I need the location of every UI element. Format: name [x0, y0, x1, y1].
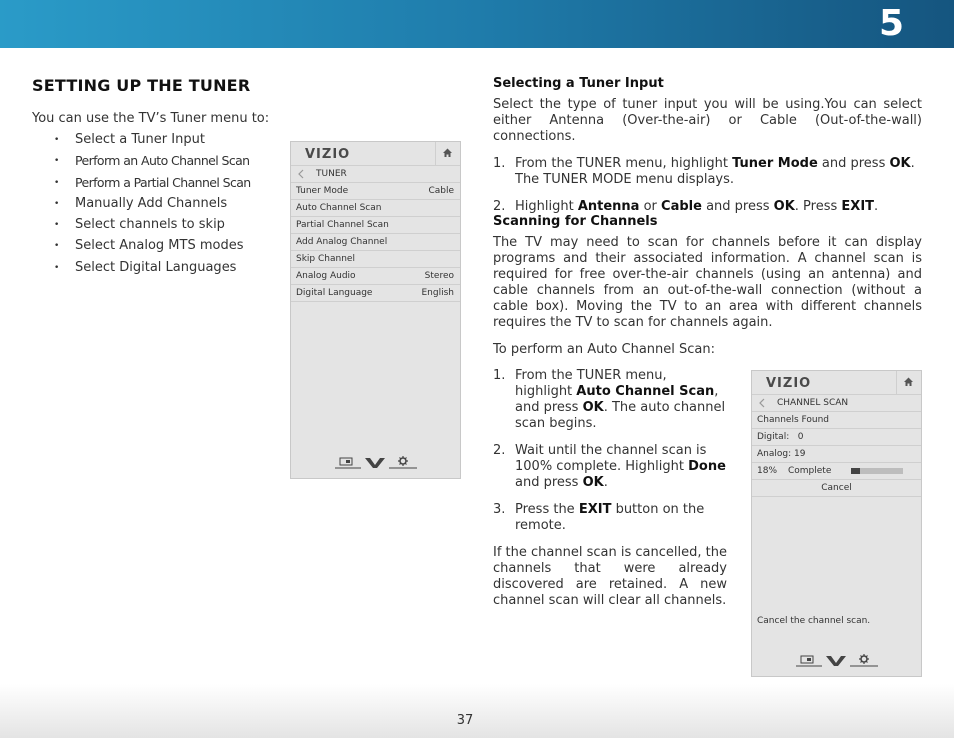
- menu-row-add-analog-channel: Add Analog Channel: [291, 234, 460, 251]
- vizio-v-icon: [364, 455, 386, 469]
- back-arrow-icon: [758, 398, 766, 408]
- list-item: • Perform an Auto Channel Scan: [54, 153, 250, 169]
- step-3-press-exit: 3. Press the EXIT button on the remote.: [493, 502, 705, 533]
- list-item: • Select a Tuner Input: [54, 132, 205, 147]
- menu-bottom-icons: [291, 455, 460, 475]
- progress-bar-fill: [851, 468, 860, 474]
- home-icon: [896, 371, 921, 394]
- feature-list: [54, 130, 251, 279]
- step-1-tuner-mode: 1. From the TUNER menu, highlight Tuner Mode and press OK. The TUNER MODE menu displays.: [493, 156, 915, 187]
- page-footer: [0, 684, 954, 738]
- paragraph-cancel-note: If the channel scan is cancelled, the channels that were already discovered are retained. A new channel scan will clear all channels.: [493, 545, 727, 608]
- back-arrow-icon: [297, 169, 305, 179]
- page-number: 37: [456, 713, 474, 728]
- menu-row-analog-audio: Analog Audio Stereo: [291, 268, 460, 285]
- section-heading: SETTING UP THE TUNER: [32, 76, 251, 95]
- chapter-header-bar: [0, 0, 954, 48]
- gear-icon: [389, 455, 417, 469]
- menu-row-skip-channel: Skip Channel: [291, 251, 460, 268]
- home-icon: [435, 142, 460, 165]
- menu-title: TUNER: [316, 169, 347, 179]
- vizio-logo: VIZIO: [305, 147, 351, 162]
- channel-scan-menu-screenshot: [751, 370, 922, 677]
- wide-icon: [335, 455, 361, 469]
- auto-scan-steps: [493, 368, 727, 609]
- progress-status: Complete: [788, 466, 832, 476]
- paragraph-scanning: The TV may need to scan for channels before it can display programs and their associated information. A channel scan is required for free over-the-air channels (using an antenna) and cable channels from an out-of-the-wall connection (without a cable box). Moving the TV to an area with different channels requires the TV to scan for channels again.: [493, 235, 922, 330]
- step-2-antenna-cable: 2. Highlight Antenna or Cable and press OK. Press EXIT.: [493, 199, 879, 214]
- subheading-selecting-tuner-input: Selecting a Tuner Input: [493, 76, 664, 91]
- menu-bottom-icons: [752, 653, 921, 673]
- chapter-number: 5: [878, 3, 904, 44]
- list-item: • Select Analog MTS modes: [54, 238, 244, 254]
- analog-count-row: Analog: 19: [752, 446, 921, 463]
- progress-percent: 18%: [757, 466, 778, 476]
- menu-top-bar: [291, 142, 460, 166]
- vizio-v-icon: [825, 653, 847, 667]
- subheading-scanning-for-channels: Scanning for Channels: [493, 214, 658, 229]
- menu-row-partial-channel-scan: Partial Channel Scan: [291, 217, 460, 234]
- menu-row-auto-channel-scan: Auto Channel Scan: [291, 200, 460, 217]
- menu-row-digital-language: Digital Language English: [291, 285, 460, 302]
- step-1-auto-channel-scan: 1. From the TUNER menu, highlight Auto Channel Scan, and press OK. The auto channel scan begins.: [493, 368, 726, 431]
- wide-icon: [796, 653, 822, 667]
- section-scanning-for-channels: [493, 214, 922, 358]
- cancel-button: Cancel: [752, 480, 921, 497]
- tuner-menu-screenshot: [290, 141, 461, 479]
- digital-count-row: Digital: 0: [752, 429, 921, 446]
- list-item: • Select channels to skip: [54, 217, 225, 233]
- list-item: • Select Digital Languages: [54, 259, 237, 275]
- intro-text: You can use the TV’s Tuner menu to:: [32, 111, 270, 126]
- list-item: • Perform a Partial Channel Scan: [54, 174, 251, 190]
- progress-bar: [851, 468, 903, 474]
- list-item: • Manually Add Channels: [54, 195, 228, 211]
- paragraph-perform-intro: To perform an Auto Channel Scan:: [493, 342, 715, 357]
- menu-title-row: [752, 395, 921, 412]
- vizio-logo: VIZIO: [766, 376, 812, 391]
- progress-row: [752, 463, 921, 480]
- step-2-wait-complete: 2. Wait until the channel scan is 100% complete. Highlight Done and press OK.: [493, 443, 726, 490]
- channels-found-row: Channels Found: [752, 412, 921, 429]
- menu-title: CHANNEL SCAN: [777, 398, 849, 408]
- menu-row-tuner-mode: Tuner Mode Cable: [291, 183, 460, 200]
- paragraph-tuner-input: Select the type of tuner input you will be using.You can select either Antenna (Over-the-air) or Cable (Out-of-the-wall) connections.: [493, 97, 922, 144]
- gear-icon: [850, 653, 878, 667]
- menu-top-bar: [752, 371, 921, 395]
- menu-hint-text: Cancel the channel scan.: [757, 616, 871, 626]
- section-selecting-tuner-input: [493, 76, 922, 215]
- menu-title-row: [291, 166, 460, 183]
